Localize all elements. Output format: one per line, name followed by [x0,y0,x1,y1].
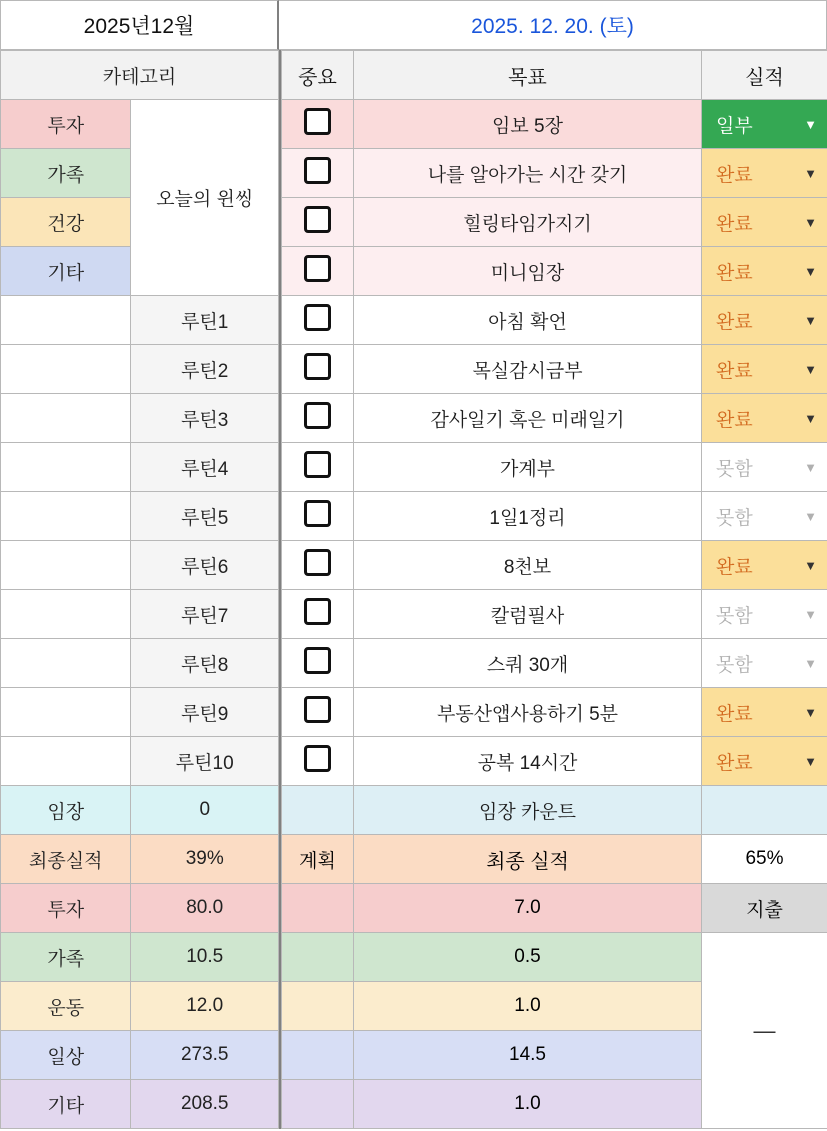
result-dropdown[interactable] [702,149,827,198]
sheet-body [0,50,827,1129]
result-value: 못함 [716,458,753,480]
result-value: 완료 [716,703,753,725]
checkbox-icon[interactable] [304,157,331,184]
checkbox-icon[interactable] [304,598,331,625]
imjang-label: 임장 [1,786,131,835]
result-dropdown[interactable] [702,296,827,345]
result-dropdown[interactable] [702,541,827,590]
table-row [282,688,827,737]
table-row [1,51,279,100]
table-row [1,1080,279,1129]
table-row [1,688,279,737]
result-dropdown[interactable] [702,443,827,492]
date-label: 2025. 12. 20. (토) [279,0,827,50]
table-row [282,590,827,639]
goal-text[interactable]: 칼럼필사 [354,590,702,639]
checkbox-icon[interactable] [304,549,331,576]
empty-cell [282,933,354,982]
chevron-down-icon[interactable]: ▼ [804,263,817,279]
result-value: 완료 [716,409,753,431]
checkbox-cell[interactable] [282,296,354,345]
goal-text[interactable]: 공복 14시간 [354,737,702,786]
month-label: 2025년12월 [0,0,279,50]
goal-text[interactable]: 나를 알아가는 시간 갖기 [354,149,702,198]
imjang-count-value[interactable] [702,786,827,835]
checkbox-cell[interactable] [282,247,354,296]
plan-value-invest[interactable]: 7.0 [354,884,702,933]
result-value: 완료 [716,262,753,284]
result-dropdown[interactable] [702,590,827,639]
routine-label-6[interactable]: 루틴6 [131,541,279,590]
checkbox-icon[interactable] [304,451,331,478]
checkbox-cell[interactable] [282,737,354,786]
goal-text[interactable]: 목실감시금부 [354,345,702,394]
routine-label-4[interactable]: 루틴4 [131,443,279,492]
summary-value-exercise[interactable]: 12.0 [131,982,279,1031]
left-panel [0,50,279,1129]
checkbox-icon[interactable] [304,108,331,135]
checkbox-icon[interactable] [304,402,331,429]
category-cell-etc[interactable]: 기타 [1,247,131,296]
table-row [282,541,827,590]
summary-label-etc: 기타 [1,1080,131,1129]
goal-text[interactable]: 임보 5장 [354,100,702,149]
result-value: 일부 [716,115,753,137]
summary-label-family: 가족 [1,933,131,982]
plan-value-family[interactable]: 0.5 [354,933,702,982]
table-row [1,443,279,492]
checkbox-icon[interactable] [304,745,331,772]
empty-cell [1,345,131,394]
result-value: 완료 [716,556,753,578]
empty-cell [1,296,131,345]
table-row [282,786,827,835]
result-dropdown[interactable] [702,247,827,296]
empty-cell [282,1080,354,1129]
table-row [282,394,827,443]
result-dropdown[interactable] [702,345,827,394]
summary-value-etc[interactable]: 208.5 [131,1080,279,1129]
chevron-down-icon[interactable]: ▼ [804,459,817,475]
chevron-down-icon[interactable]: ▼ [804,704,817,720]
table-row [282,345,827,394]
plan-value-etc[interactable]: 1.0 [354,1080,702,1129]
result-value: 못함 [716,654,753,676]
chevron-down-icon[interactable]: ▼ [804,655,817,671]
checkbox-cell[interactable] [282,198,354,247]
category-header: 카테고리 [1,51,279,100]
table-row [1,933,279,982]
final-result-value: 65% [702,835,827,884]
result-dropdown[interactable] [702,394,827,443]
table-row [1,590,279,639]
empty-cell [282,786,354,835]
goal-text[interactable]: 미니임장 [354,247,702,296]
checkbox-icon[interactable] [304,647,331,674]
chevron-down-icon[interactable]: ▼ [804,753,817,769]
result-dropdown[interactable] [702,639,827,688]
imjang-count-label: 임장 카운트 [354,786,702,835]
expense-label: 지출 [702,884,827,933]
checkbox-cell[interactable] [282,492,354,541]
chevron-down-icon[interactable]: ▼ [804,214,817,230]
result-dropdown[interactable] [702,737,827,786]
expense-value[interactable]: — [702,933,827,1129]
table-row [282,296,827,345]
column-header-result: 실적 [702,51,827,100]
checkbox-cell[interactable] [282,639,354,688]
table-row [282,737,827,786]
final-result-label: 최종 실적 [354,835,702,884]
chevron-down-icon[interactable]: ▼ [804,361,817,377]
table-row [282,492,827,541]
table-row [282,884,827,933]
goal-text[interactable]: 1일1정리 [354,492,702,541]
checkbox-cell[interactable] [282,100,354,149]
routine-label-9[interactable]: 루틴9 [131,688,279,737]
empty-cell [282,884,354,933]
right-panel [279,50,827,1129]
checkbox-cell[interactable] [282,394,354,443]
chevron-down-icon[interactable]: ▼ [804,116,817,132]
goal-text[interactable]: 스쿼 30개 [354,639,702,688]
result-dropdown[interactable] [702,688,827,737]
goal-text[interactable]: 부동산앱사용하기 5분 [354,688,702,737]
plan-value-daily[interactable]: 14.5 [354,1031,702,1080]
table-row [282,100,827,149]
table-row [1,394,279,443]
summary-label-invest: 투자 [1,884,131,933]
category-cell-health[interactable]: 건강 [1,198,131,247]
table-row [1,982,279,1031]
table-row [1,1031,279,1080]
table-row [1,737,279,786]
routine-label-7[interactable]: 루틴7 [131,590,279,639]
checkbox-icon[interactable] [304,500,331,527]
routine-label-2[interactable]: 루틴2 [131,345,279,394]
checkbox-cell[interactable] [282,541,354,590]
routine-label-10[interactable]: 루틴10 [131,737,279,786]
chevron-down-icon[interactable]: ▼ [804,508,817,524]
today-wishing-cell[interactable]: 오늘의 윈씽 [131,100,279,296]
result-value: 완료 [716,164,753,186]
column-header-important: 중요 [282,51,354,100]
category-cell-invest[interactable]: 투자 [1,100,131,149]
table-row [1,541,279,590]
table-row [1,345,279,394]
checkbox-cell[interactable] [282,443,354,492]
final-result-value: 39% [131,835,279,884]
result-dropdown[interactable] [702,492,827,541]
result-value: 못함 [716,605,753,627]
chevron-down-icon[interactable]: ▼ [804,410,817,426]
plan-value-exercise[interactable]: 1.0 [354,982,702,1031]
checkbox-icon[interactable] [304,206,331,233]
summary-value-daily[interactable]: 273.5 [131,1031,279,1080]
empty-cell [1,737,131,786]
chevron-down-icon[interactable]: ▼ [804,606,817,622]
table-row [282,443,827,492]
checkbox-cell[interactable] [282,345,354,394]
checkbox-icon[interactable] [304,255,331,282]
goal-text[interactable]: 힐링타임가지기 [354,198,702,247]
checkbox-icon[interactable] [304,696,331,723]
table-header-row [282,51,827,100]
empty-cell [1,639,131,688]
imjang-value[interactable]: 0 [131,786,279,835]
empty-cell [1,394,131,443]
final-result-label: 최종실적 [1,835,131,884]
table-row [282,835,827,884]
result-value: 완료 [716,360,753,382]
result-value: 완료 [716,311,753,333]
goal-text[interactable]: 가계부 [354,443,702,492]
goal-text[interactable]: 8천보 [354,541,702,590]
routine-label-8[interactable]: 루틴8 [131,639,279,688]
goal-text[interactable]: 아침 확언 [354,296,702,345]
table-row [1,296,279,345]
checkbox-cell[interactable] [282,149,354,198]
table-row [1,884,279,933]
result-value: 완료 [716,752,753,774]
goal-text[interactable]: 감사일기 혹은 미래일기 [354,394,702,443]
table-row [282,149,827,198]
result-dropdown[interactable] [702,100,827,149]
category-cell-family[interactable]: 가족 [1,149,131,198]
result-value: 못함 [716,507,753,529]
table-row [282,639,827,688]
table-row [1,639,279,688]
empty-cell [1,688,131,737]
empty-cell [1,590,131,639]
routine-label-1[interactable]: 루틴1 [131,296,279,345]
empty-cell [282,982,354,1031]
table-row [282,247,827,296]
routine-label-3[interactable]: 루틴3 [131,394,279,443]
checkbox-icon[interactable] [304,304,331,331]
empty-cell [1,443,131,492]
chevron-down-icon[interactable]: ▼ [804,165,817,181]
empty-cell [1,541,131,590]
summary-label-exercise: 운동 [1,982,131,1031]
summary-value-family[interactable]: 10.5 [131,933,279,982]
table-row [1,786,279,835]
table-row [282,933,827,982]
sheet-header [0,0,827,50]
table-row [1,100,279,149]
empty-cell [282,1031,354,1080]
checkbox-cell[interactable] [282,688,354,737]
chevron-down-icon[interactable]: ▼ [804,557,817,573]
summary-label-daily: 일상 [1,1031,131,1080]
table-row [1,835,279,884]
plan-label: 계획 [282,835,354,884]
column-header-goal: 목표 [354,51,702,100]
table-row [1,492,279,541]
summary-value-invest[interactable]: 80.0 [131,884,279,933]
table-row [282,198,827,247]
checkbox-cell[interactable] [282,590,354,639]
empty-cell [1,492,131,541]
routine-label-5[interactable]: 루틴5 [131,492,279,541]
result-value: 완료 [716,213,753,235]
chevron-down-icon[interactable]: ▼ [804,312,817,328]
checkbox-icon[interactable] [304,353,331,380]
result-dropdown[interactable] [702,198,827,247]
